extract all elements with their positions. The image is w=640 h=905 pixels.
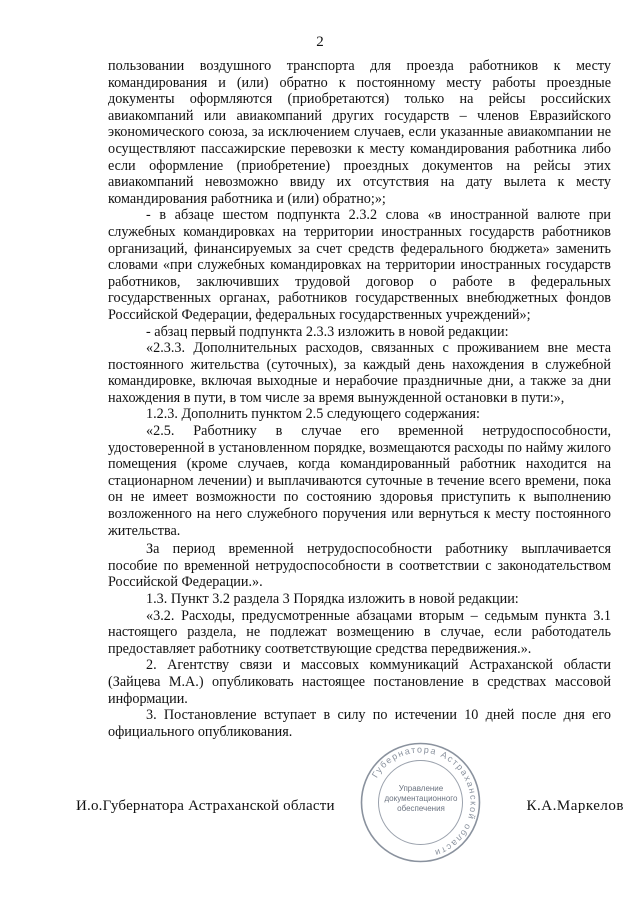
paragraph: 3. Постановление вступает в силу по истечении 10 дней после дня его официального опубликования. bbox=[108, 707, 611, 740]
document-body bbox=[108, 58, 611, 740]
paragraph: «2.3.3. Дополнительных расходов, связанных с проживанием вне места постоянного жительства (суточных), за каждый день нахождения в служебной командировке, включая выходные и нерабочие праздничные дни, а также за дни нахождения в пути, в том числе за время вынужденной остановки в пути:», bbox=[108, 340, 611, 406]
paragraph: - абзац первый подпункта 2.3.3 изложить в новой редакции: bbox=[146, 323, 509, 340]
stamp-ring-text: Губернатора Астраханской области bbox=[369, 744, 479, 859]
paragraph: - в абзаце шестом подпункта 2.3.2 слова «в иностранной валюте при служебных командировках на территории иностранных государств работников организаций, финансируемых за счет средств федерального бюджета» заменить словами «при служебных командировках на территории иностранных государств работников, заключивших трудовой договор о работе в федеральных государственных органах, работников государственных внебюджетных фондов Российской Федерации, федеральных государственных учреждений»; bbox=[108, 207, 611, 323]
signatory-name: К.А.Маркелов bbox=[526, 798, 624, 814]
paragraph: 1.2.3. Дополнить пунктом 2.5 следующего содержания: bbox=[146, 406, 480, 423]
paragraph: За период временной нетрудоспособности работнику выплачивается пособие по временной нетрудоспособности в соответствии с законодательством Российской Федерации.». bbox=[108, 541, 611, 591]
paragraph: 1.3. Пункт 3.2 раздела 3 Порядка изложить в новой редакции: bbox=[146, 591, 519, 607]
paragraph: пользовании воздушного транспорта для проезда работников к месту командирования и (или) обратно к постоянному месту работы проездные документы оформляются (приобретаются) только на рейсы российских авиакомпаний или авиакомпаний других государств – членов Евразийского экономического союза, за исключением случаев, если указанные авиакомпании не осуществляют пассажирские перевозки к месту командирования работника либо если оформление (приобретение) проездных документов на рейсы этих авиакомпаний невозможно ввиду их отсутствия на дату вылета к месту командирования работника и (или) обратно;»; bbox=[108, 58, 611, 207]
stamp-center-text: Управление документационного обеспечения bbox=[384, 784, 458, 813]
signatory-position: И.о.Губернатора Астраханской области bbox=[76, 798, 335, 814]
paragraph: «3.2. Расходы, предусмотренные абзацами вторым – седьмым пункта 3.1 настоящего раздела, не подлежат возмещению в случае, если работодатель предоставляет работнику соответствующие средства передвижения.». bbox=[108, 607, 611, 657]
paragraph: «2.5. Работнику в случае его временной нетрудоспособности, удостоверенной в установленном порядке, возмещаются расходы по найму жилого помещения (кроме случаев, когда командированный работник находится на стационарном лечении) и выплачиваются суточные в течение всего времени, пока он не имеет возможности по состоянию здоровья приступить к выполнению возложенного на него служебного поручения или вернуться к месту постоянного жительства. bbox=[108, 423, 611, 539]
paragraph: 2. Агентству связи и массовых коммуникаций Астраханской области (Зайцева М.А.) опубликовать настоящее постановление в средствах массовой информации. bbox=[108, 657, 611, 707]
official-stamp bbox=[358, 740, 483, 865]
page-number: 2 bbox=[316, 34, 324, 50]
